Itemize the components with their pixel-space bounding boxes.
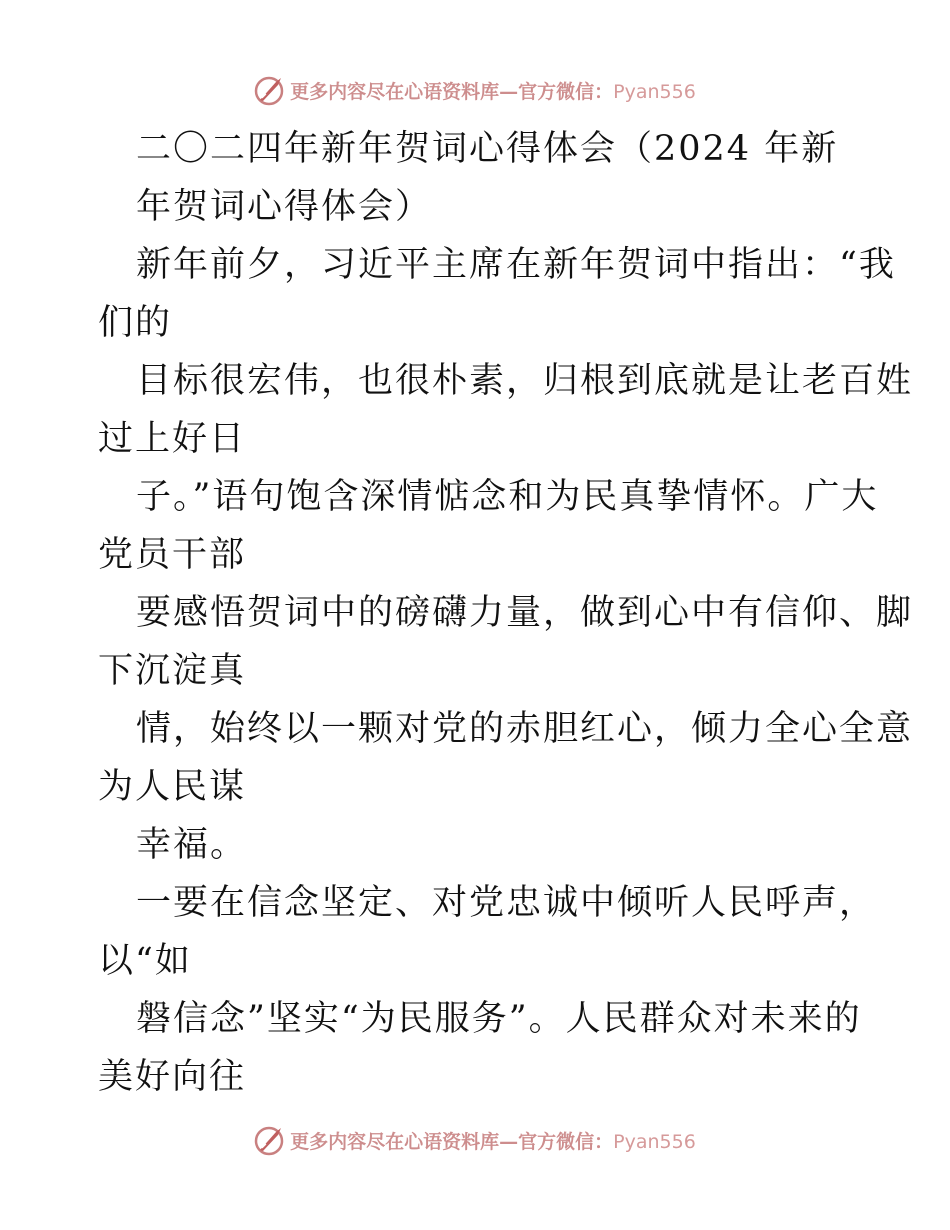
watermark-wechat-id: Pyan556 <box>613 80 696 103</box>
text-line: 新年前夕，习近平主席在新年贺词中指出：“我 <box>136 245 896 285</box>
text-line: 目标很宏伟，也很朴素，归根到底就是让老百姓 <box>136 361 914 401</box>
text-line: 们的 <box>98 303 173 343</box>
text-line: 过上好日 <box>98 419 247 459</box>
header-watermark <box>0 70 950 110</box>
watermark-text: 更多内容尽在心语资料库—官方微信：Pyan556 <box>290 80 696 103</box>
text-line: 二〇二四年新年贺词心得体会（2024 年新 <box>136 129 839 169</box>
text-line: 情，始终以一颗对党的赤胆红心，倾力全心全意 <box>136 709 914 749</box>
text-line: 要感悟贺词中的磅礴力量，做到心中有信仰、脚 <box>136 593 914 633</box>
text-line: 为人民谋 <box>98 767 247 807</box>
text-line: 子。”语句饱含深情惦念和为民真挚情怀。广大 <box>136 477 879 517</box>
text-line: 磐信念”坚实“为民服务”。人民群众对未来的 <box>136 999 862 1039</box>
text-line: 党员干部 <box>98 535 247 575</box>
text-line: 美好向往 <box>98 1057 247 1097</box>
quill-logo-icon <box>254 74 286 106</box>
text-line: 下沉淀真 <box>98 651 247 691</box>
text-line: 年贺词心得体会） <box>136 187 433 227</box>
quill-logo-icon <box>254 1124 286 1156</box>
watermark-text: 更多内容尽在心语资料库—官方微信：Pyan556 <box>290 1130 696 1153</box>
text-line: 幸福。 <box>136 825 248 865</box>
footer-watermark <box>0 1120 950 1160</box>
watermark-wechat-id: Pyan556 <box>613 1130 696 1153</box>
text-line: 以“如 <box>98 941 192 981</box>
text-line: 一要在信念坚定、对党忠诚中倾听人民呼声， <box>136 883 877 923</box>
